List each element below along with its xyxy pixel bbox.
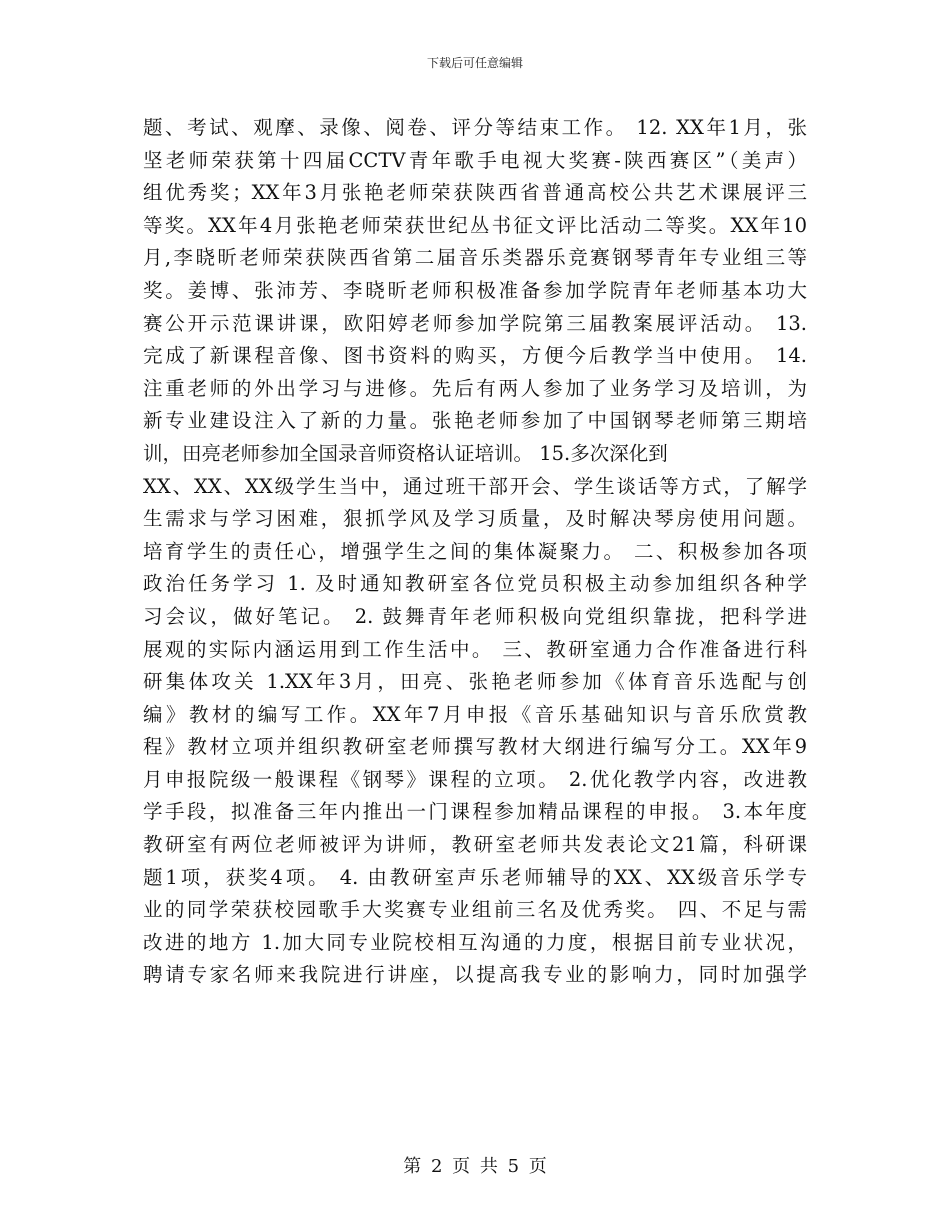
text-line: 注重老师的外出学习与进修。先后有两人参加了业务学习及培训，为 — [143, 376, 807, 400]
text-line: 政治任务学习 1. 及时通知教研室各位党员积极主动参加组织各种学 — [143, 572, 807, 596]
text-line: 题、考试、观摩、录像、阅卷、评分等结束工作。 12. XX年1月，张 — [143, 116, 807, 139]
text-line: 坚老师荣获第十四届CCTV青年歌手电视大奖赛-陕西赛区”（美声） — [143, 148, 807, 172]
text-line: 培育学生的责任心，增强学生之间的集体凝聚力。 二、积极参加各项 — [143, 539, 807, 563]
text-line: 展观的实际内涵运用到工作生活中。 三、教研室通力合作准备进行科 — [143, 637, 807, 661]
text-line: 生需求与学习困难，狠抓学风及学习质量，及时解决琴房使用问题。 — [143, 507, 807, 531]
text-line: 等奖。XX年4月张艳老师荣获世纪丛书征文评比活动二等奖。XX年10 — [143, 213, 807, 237]
text-line: 赛公开示范课讲课，欧阳婷老师参加学院第三届教案展评活动。 13. — [143, 311, 807, 335]
text-line: 组优秀奖；XX年3月张艳老师荣获陕西省普通高校公共艺术课展评三 — [143, 181, 807, 205]
page-footer: 第 2 页 共 5 页 — [403, 1156, 547, 1177]
text-line: 学手段，拟准备三年内推出一门课程参加精品课程的申报。 3.本年度 — [143, 800, 807, 824]
document-body — [143, 112, 807, 992]
text-line: 新专业建设注入了新的力量。张艳老师参加了中国钢琴老师第三期培 — [143, 409, 807, 433]
text-line: 奖。姜博、张沛芳、李晓昕老师积极准备参加学院青年老师基本功大 — [143, 278, 807, 302]
text-line: 训，田亮老师参加全国录音师资格认证培训。 15.多次深化到 — [143, 441, 668, 465]
text-line: 月,李晓昕老师荣获陕西省第二届音乐类器乐竞赛钢琴青年专业组三等 — [143, 246, 807, 270]
text-line: 完成了新课程音像、图书资料的购买，方便今后教学当中使用。 14. — [143, 344, 807, 368]
page-header: 下载后可任意编辑 — [426, 56, 523, 70]
text-line: 程》教材立项并组织教研室老师撰写教材大纲进行编写分工。XX年9 — [143, 735, 807, 759]
text-line: 改进的地方 1.加大同专业院校相互沟通的力度，根据目前专业状况， — [143, 930, 807, 954]
text-line: 编》教材的编写工作。XX年7月申报《音乐基础知识与音乐欣赏教 — [143, 702, 807, 726]
text-line: 研集体攻关 1.XX年3月，田亮、张艳老师参加《体育音乐选配与创 — [143, 670, 807, 694]
text-line: 业的同学荣获校园歌手大奖赛专业组前三名及优秀奖。 四、不足与需 — [143, 898, 807, 922]
text-line: 习会议，做好笔记。 2. 鼓舞青年老师积极向党组织靠拢，把科学进 — [143, 604, 807, 628]
text-line: XX、XX、XX级学生当中，通过班干部开会、学生谈话等方式，了解学 — [143, 474, 807, 498]
text-line: 题1项，获奖4项。 4. 由教研室声乐老师辅导的XX、XX级音乐学专 — [143, 865, 807, 889]
text-line: 聘请专家名师来我院进行讲座，以提高我专业的影响力，同时加强学 — [143, 963, 807, 987]
text-line: 教研室有两位老师被评为讲师，教研室老师共发表论文21篇，科研课 — [143, 833, 807, 857]
text-line: 月申报院级一般课程《钢琴》课程的立项。 2.优化教学内容，改进教 — [143, 767, 807, 791]
